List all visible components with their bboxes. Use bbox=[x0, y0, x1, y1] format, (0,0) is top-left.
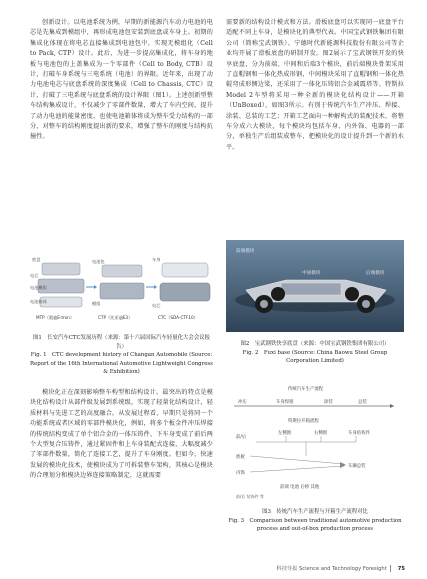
label-unboxed: 特斯拉开箱流程 bbox=[288, 419, 319, 424]
label-assembly: 总装 bbox=[358, 400, 367, 405]
label-ctp: CTP（比亚迪E3） bbox=[98, 315, 133, 320]
skateboard-chassis-image bbox=[226, 240, 404, 332]
figure-2-caption-en: Fig. 2 Fuxi base (Source: China Baowu Steel Group Corporation Limited) bbox=[242, 349, 388, 365]
page-footer bbox=[277, 565, 405, 572]
label-module: 电池模组 bbox=[30, 285, 47, 290]
ctc-development-diagram bbox=[30, 255, 213, 327]
label-underbody: 底板 bbox=[236, 455, 245, 460]
paragraph: 需要新的结构设计模式和方法。滑板底盘可以实现同一底盘平台适配不同上车身，是模块化的典型代表。中国宝武钢铁集团有限公司（简称宝武钢铁）、宁德时代新能源科技股份有限公司等企业均开展了滑板底盘的研制开发。图2展示了宝武钢铁开发的快享底盘，分为前端、中间和后端3个模块，前后端模块骨架采用了直帽钢和一体化热成形钢，中间模块采用了直帽钢和一体化热辊弯成形侧边梁，还采用了一体化压铸铝合金减震塔等。特斯拉Model 2车型将采用一种全新的模块化结构设计——开箱（UnBoxed），如图3所示。有别于传统汽车生产冲压、焊接、涂装、总装的工艺；开箱工艺面向一种解构式的装配技术，将整车分成六大模块，每个模块均包括车身、内外饰、电器的一部分，单独生产后组装成整车，把模块化的设计提升到一个新的水平。 bbox=[226, 19, 404, 151]
right-column-top bbox=[226, 18, 404, 153]
label-body: 车身 bbox=[152, 257, 161, 262]
label-chassis: 底盘 bbox=[32, 257, 41, 262]
mtp-stage bbox=[30, 256, 84, 307]
label-press: 冲压 bbox=[238, 400, 247, 405]
label-bottom-row: 前端 电池 后桥 其他 bbox=[280, 485, 320, 490]
paragraph: 模块化正在深刻影响整车构型和结构设计。最突出的特点是模块化结构设计从部件级发展到系统级，实现了轻量化结构设计、轻质材料与先进工艺的高度融合。从发展过程看，早期只是将同一个功能系统或者区域的零部件模块化，例如，将多个板金件冲压焊接的传统结构变成了单个铝合金的一体压铸件、下车身变成了前后两个大型复合压铸件，通过紧固件和上车身装配式连接，大幅度减少了零部件数量，简化了连接工艺，提升了车身刚度。但如今，快速发展的模块化技术，使模块成为了可拆装整车架构，其核心是模块的合理划分和模块边界连接策略制定，这就需要 bbox=[30, 389, 213, 480]
label-mtp: MTP（奥迪E-tron） bbox=[36, 315, 75, 320]
label-pack: 电池包 bbox=[92, 259, 105, 264]
label-interior: 内饰 bbox=[236, 471, 245, 476]
label-right-side: 右侧围 bbox=[314, 431, 328, 436]
figure-3-caption-cn: 图3 传统汽车生产流程与开箱生产流程对比 bbox=[262, 509, 368, 515]
figure-2 bbox=[226, 240, 404, 366]
paragraph: 创新设计。以电池系统为例，早期的新能源汽车动力电池的电芯是先集成到模组中，再形成电池包安装到底盘或车身上。初期的集成化体现在将电芯直接集成到电池包中，实现无模组化（Cell to Pack, CTP）设计。此后，为进一步提高集成化，将车身的地板与电池包的上盖集成为一个零部件（Cell to Body, CTB）设计，打破车身系统与三电系统（电池）的界限。近年来，出现了动力电池电芯与底盘系统的深度集成（Cell to Chassis, CTC）设计，打破了三电系统与底盘系统的设计界限（图1）。上述创新型整车结构集成设计，不仅减少了零部件数量，增大了车内空间，提升了动力电池的能量密度，也使电池箱体将成为整车受力结构的一部分，对整车的结构刚度提出新的要求，增强了整车的刚度与结构抗撞性。 bbox=[30, 19, 213, 141]
label-cell: 电芯 bbox=[30, 273, 39, 278]
label-trim-parts: 前/后 装饰件 等 bbox=[236, 494, 264, 499]
journal-name: 科技导报 Science and Technology Foresight bbox=[276, 566, 387, 572]
process-comparison-diagram bbox=[226, 384, 404, 502]
label-vehicle: 车辆总装 bbox=[348, 464, 366, 469]
figure-1-caption-en: Fig. 1 CTC development history of Changan Automobile (Source: Report of the 16th International Automotive Lightweight Congress & Exhibition) bbox=[30, 352, 213, 376]
ctp-stage bbox=[92, 258, 144, 307]
figure-3-caption-en: Fig. 3 Comparison between traditional automotive production process and out-of-box production process bbox=[228, 517, 402, 533]
label-rear: 后端模块 bbox=[366, 271, 385, 276]
page-number: 75 bbox=[397, 566, 405, 572]
label-traditional: 传统汽车生产流程 bbox=[288, 387, 324, 392]
label-module2: 模组 bbox=[92, 301, 101, 306]
divider bbox=[390, 565, 391, 572]
figure-1 bbox=[30, 255, 213, 377]
figure-3 bbox=[226, 384, 404, 534]
label-body-parts: 车身结构件 bbox=[348, 431, 370, 436]
figure-2-caption-cn: 图2 宝武钢铁快享底盘（来源：中国宝武钢铁集团有限公司） bbox=[240, 341, 390, 347]
label-middle: 中间模块 bbox=[302, 271, 321, 276]
label-front: 前端模块 bbox=[236, 249, 255, 254]
label-ctc: CTC（SDA-CTF10） bbox=[158, 315, 198, 320]
label-body-weld: 车身焊接 bbox=[276, 400, 294, 405]
left-column-top bbox=[30, 18, 213, 143]
label-paint: 涂装 bbox=[324, 400, 333, 405]
left-column-bottom bbox=[30, 388, 213, 482]
figure-1-caption-cn: 图1 长安汽车CTC发展历程（来源：第十六届国际汽车轻量化大会会议报告） bbox=[33, 335, 210, 350]
ctc-stage bbox=[152, 256, 210, 308]
label-front-rear: 前/后 bbox=[236, 435, 247, 440]
label-pack-box: 电池箱体 bbox=[30, 299, 47, 304]
label-left-side: 左侧围 bbox=[278, 431, 292, 436]
label-cell-s: 电芯 bbox=[152, 303, 161, 308]
